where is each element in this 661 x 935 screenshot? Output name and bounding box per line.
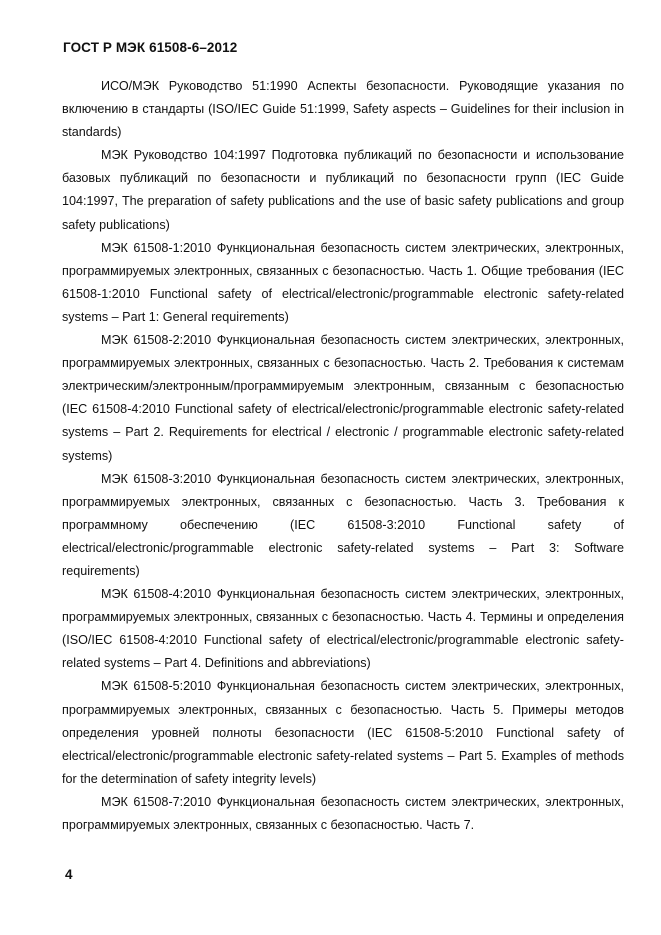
reference-iec-61508-1: МЭК 61508-1:2010 Функциональная безопасность систем электрических, электронных, программируемых электронных, связанных с безопасностью. Часть 1. Общие требования (IEC 61508-1:2010 Functional safety of electrical/electronic/programmable electronic safety-related systems – Part 1: General requirements) bbox=[62, 240, 624, 324]
reference-iec-61508-2: МЭК 61508-2:2010 Функциональная безопасность систем электрических, электронных, программируемых электронных, связанных с безопасностью. Часть 2. Требования к системам электрическим/электронным/программируемым электронным, связанным с безопасностью (IEC 61508-4:2010 Functional safety of electrical/electronic/programmable electronic safety-related systems – Part 2. Requirements for electrical / electronic / programmable electronic safety-related systems) bbox=[62, 333, 624, 463]
page-number: 4 bbox=[65, 867, 73, 882]
reference-iec-61508-5: МЭК 61508-5:2010 Функциональная безопасность систем электрических, электронных, программируемых электронных, связанных с безопасностью. Часть 5. Примеры методов определения уровней полноты безопасности (IEC 61508-5:2010 Functional safety of electrical/electronic/programmable electronic safety-related systems – Part 5. Examples of methods for the determination of safety integrity levels) bbox=[62, 679, 624, 786]
reference-iec-guide-104: МЭК Руководство 104:1997 Подготовка публикаций по безопасности и использование базовых публикаций по безопасности и публикаций по безопасности групп (IEC Guide 104:1997, The preparation of safety publications and the use of basic safety publications and group safety publications) bbox=[62, 148, 624, 232]
reference-iec-61508-3: МЭК 61508-3:2010 Функциональная безопасность систем электрических, электронных, программируемых электронных, связанных с безопасностью. Часть 3. Требования к программному обеспечению (IEC 61508-3:2010 Functional safety of electrical/electronic/programmable electronic safety-related systems – Part 3: Software requirements) bbox=[62, 471, 624, 578]
normative-references-list bbox=[62, 75, 624, 837]
reference-iec-61508-7: МЭК 61508-7:2010 Функциональная безопасность систем электрических, электронных, программируемых электронных, связанных с безопасностью. Часть 7. bbox=[62, 794, 624, 832]
document-header: ГОСТ Р МЭК 61508-6–2012 bbox=[63, 40, 238, 55]
reference-iec-61508-4: МЭК 61508-4:2010 Функциональная безопасность систем электрических, электронных, программируемых электронных, связанных с безопасностью. Часть 4. Термины и определения (ISO/IEC 61508-4:2010 Functional safety of electrical/electronic/programmable electronic safety-related systems – Part 4. Definitions and abbreviations) bbox=[62, 587, 624, 671]
reference-iso-iec-guide-51: ИСО/МЭК Руководство 51:1990 Аспекты безопасности. Руководящие указания по включению в стандарты (ISO/IEC Guide 51:1999, Safety aspects – Guidelines for their inclusion in standards) bbox=[62, 79, 624, 140]
